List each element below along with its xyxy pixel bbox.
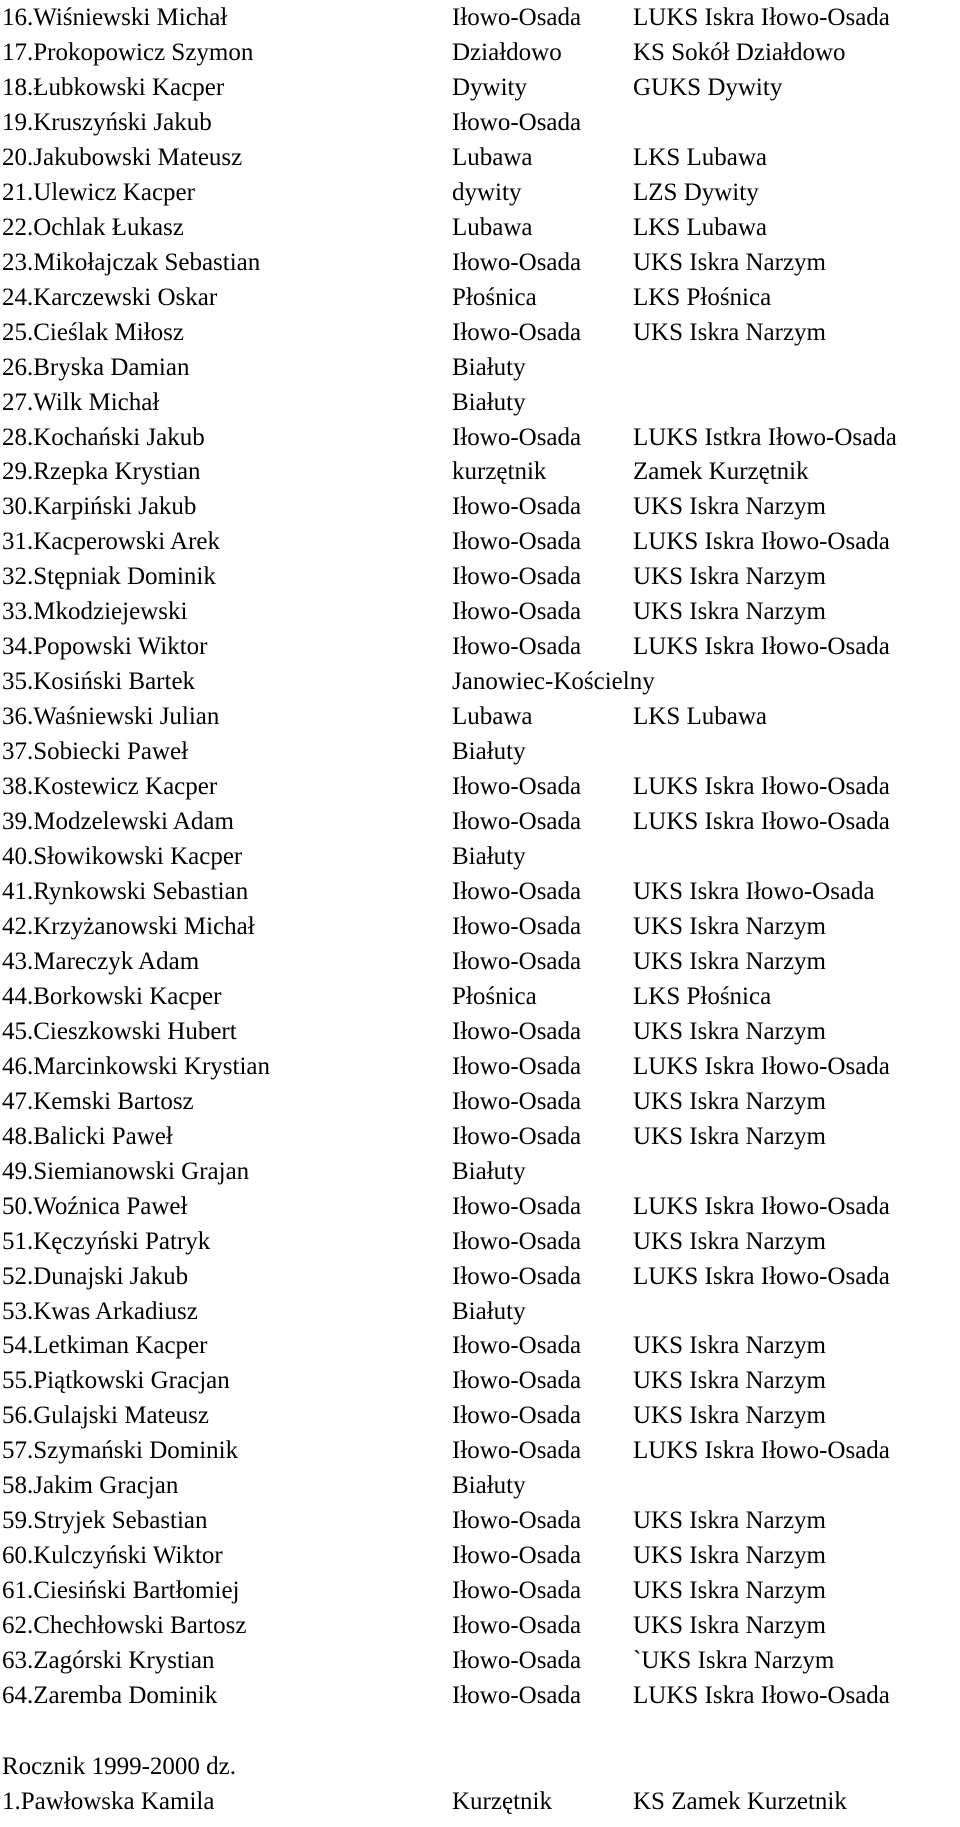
list-row [0, 420, 960, 455]
participant-town: kurzętnik [452, 458, 547, 486]
participant-name: 55.Piątkowski Gracjan [2, 1367, 230, 1395]
list-row [0, 1784, 960, 1819]
participant-name: 25.Cieślak Miłosz [2, 318, 184, 346]
participant-town: Białuty [452, 1157, 526, 1185]
participant-name: 39.Modzelewski Adam [2, 808, 234, 836]
list-row [0, 1433, 960, 1468]
list-row [0, 1573, 960, 1608]
list-row [0, 944, 960, 979]
participant-town: Iłowo-Osada [452, 878, 582, 905]
participant-town: Iłowo-Osada [452, 1122, 582, 1150]
participant-club: KS Zamek Kurzetnik [633, 1788, 847, 1815]
list-row [0, 454, 960, 489]
participant-club: UKS Iskra Narzym [633, 1367, 827, 1395]
participant-town: Iłowo-Osada [452, 423, 582, 451]
participant-name: 43.Mareczyk Adam [2, 947, 200, 975]
participant-town: Iłowo-Osada [452, 1052, 582, 1080]
list-row [0, 594, 960, 629]
list-row [0, 1154, 960, 1189]
participant-club: UKS Iskra Narzym [633, 1612, 827, 1640]
participant-name: 34.Popowski Wiktor [2, 633, 208, 661]
participant-town: Lubawa [452, 213, 533, 241]
participant-town: Iłowo-Osada [452, 598, 582, 626]
list-row [0, 874, 960, 909]
participant-name: 16.Wiśniewski Michał [2, 4, 228, 31]
list-row [0, 1259, 960, 1294]
participant-town: Iłowo-Osada [452, 1367, 582, 1395]
participant-name: 19.Kruszyński Jakub [2, 108, 212, 136]
participant-town: Iłowo-Osada [452, 1087, 582, 1115]
participant-town: Iłowo-Osada [452, 1612, 582, 1640]
participant-club: UKS Iskra Narzym [633, 1402, 827, 1430]
participant-town: Działdowo [452, 38, 562, 66]
participant-town: Iłowo-Osada [452, 808, 582, 836]
participant-club: UKS Iskra Narzym [633, 1332, 827, 1360]
participant-name: 22.Ochlak Łukasz [2, 213, 184, 241]
list-row [0, 1328, 960, 1363]
participant-name: 32.Stępniak Dominik [2, 563, 216, 591]
list-row [0, 909, 960, 944]
participant-town: Białuty [452, 843, 526, 871]
participant-town: Iłowo-Osada [452, 1262, 582, 1290]
participant-club: Zamek Kurzętnik [633, 458, 809, 486]
list-row [0, 175, 960, 210]
participant-club: UKS Iskra Narzym [633, 1017, 827, 1045]
participant-name: 37.Sobiecki Paweł [2, 738, 189, 766]
participant-club: LKS Lubawa [633, 703, 767, 731]
list-row [0, 1224, 960, 1259]
participant-name: 47.Kemski Bartosz [2, 1087, 194, 1115]
list-row [0, 699, 960, 734]
participant-town: Białuty [452, 388, 526, 416]
participant-town: Janowiec-Kościelny [452, 668, 655, 696]
list-row [0, 524, 960, 559]
list-row [0, 280, 960, 315]
participant-town: Iłowo-Osada [452, 1542, 582, 1570]
participant-name: 26.Bryska Damian [2, 353, 190, 381]
participant-town: Iłowo-Osada [452, 563, 582, 591]
list-row [0, 489, 960, 524]
participant-town: Iłowo-Osada [452, 248, 582, 276]
participant-name: 35.Kosiński Bartek [2, 668, 196, 696]
participant-name: 54.Letkiman Kacper [2, 1332, 208, 1360]
list-row [0, 1119, 960, 1154]
participant-name: 56.Gulajski Mateusz [2, 1402, 209, 1430]
participant-town: Iłowo-Osada [452, 1192, 582, 1220]
participant-name: 23.Mikołajczak Sebastian [2, 248, 261, 276]
list-row [0, 0, 960, 35]
list-row [0, 559, 960, 594]
participant-club: LUKS Istkra Iłowo-Osada [633, 423, 897, 451]
participant-name: 30.Karpiński Jakub [2, 493, 197, 521]
participant-name: 50.Woźnica Paweł [2, 1192, 188, 1220]
participant-name: 21.Ulewicz Kacper [2, 178, 195, 206]
participant-name: 20.Jakubowski Mateusz [2, 143, 243, 171]
list-row [0, 1643, 960, 1678]
participant-name: 38.Kostewicz Kacper [2, 773, 218, 801]
participant-town: Iłowo-Osada [452, 108, 582, 136]
participant-town: Iłowo-Osada [452, 4, 582, 31]
participant-town: Iłowo-Osada [452, 947, 582, 975]
participant-town: Iłowo-Osada [452, 1577, 582, 1605]
participant-club: UKS Iskra Narzym [633, 318, 827, 346]
list-row [0, 35, 960, 70]
participant-name: 52.Dunajski Jakub [2, 1262, 189, 1290]
section-heading: Rocznik 1999-2000 dz. [2, 1753, 236, 1780]
participant-town: Płośnica [452, 982, 537, 1010]
participant-name: 33.Mkodziejewski [2, 598, 188, 626]
participant-town: Lubawa [452, 143, 533, 171]
participant-town: dywity [452, 178, 522, 206]
participant-name: 17.Prokopowicz Szymon [2, 38, 254, 66]
participant-name: 46.Marcinkowski Krystian [2, 1052, 271, 1080]
participant-club: LZS Dywity [633, 178, 759, 206]
list-row [0, 1294, 960, 1329]
participant-town: Płośnica [452, 283, 537, 311]
participant-name: 1.Pawłowska Kamila [2, 1788, 215, 1815]
participant-club: UKS Iskra Narzym [633, 1122, 827, 1150]
participant-name: 29.Rzepka Krystian [2, 458, 201, 486]
participant-name: 31.Kacperowski Arek [2, 528, 220, 556]
participant-name: 51.Kęczyński Patryk [2, 1227, 211, 1255]
participant-town: Kurzętnik [452, 1788, 552, 1815]
participant-club: UKS Iskra Narzym [633, 563, 827, 591]
list-row [0, 140, 960, 175]
list-row [0, 1084, 960, 1119]
participant-name: 64.Zaremba Dominik [2, 1682, 218, 1710]
participant-town: Białuty [452, 1297, 526, 1325]
participant-name: 40.Słowikowski Kacper [2, 843, 243, 871]
participant-club: LKS Lubawa [633, 213, 767, 241]
participant-club: UKS Iskra Narzym [633, 912, 827, 940]
list-row [0, 664, 960, 699]
participant-club: UKS Iskra Narzym [633, 1577, 827, 1605]
participant-club: UKS Iskra Narzym [633, 1507, 827, 1535]
participant-club: LUKS Iskra Iłowo-Osada [633, 1262, 890, 1290]
participant-town: Białuty [452, 738, 526, 766]
list-row [0, 1538, 960, 1573]
participant-club: LUKS Iskra Iłowo-Osada [633, 1052, 890, 1080]
list-row [0, 1608, 960, 1643]
participant-club: `UKS Iskra Narzym [633, 1647, 835, 1675]
participant-town: Iłowo-Osada [452, 1437, 582, 1465]
list-row [0, 629, 960, 664]
list-row [0, 385, 960, 420]
participant-club: LUKS Iskra Iłowo-Osada [633, 633, 890, 661]
participant-name: 53.Kwas Arkadiusz [2, 1297, 198, 1325]
participant-club: KS Sokół Działdowo [633, 38, 846, 66]
participant-name: 58.Jakim Gracjan [2, 1472, 179, 1500]
list-row [0, 979, 960, 1014]
participant-club: LUKS Iskra Iłowo-Osada [633, 808, 890, 836]
participant-town: Lubawa [452, 703, 533, 731]
participant-town: Iłowo-Osada [452, 1017, 582, 1045]
participant-town: Białuty [452, 1472, 526, 1500]
participant-town: Iłowo-Osada [452, 1227, 582, 1255]
participant-name: 28.Kochański Jakub [2, 423, 205, 451]
list-row [0, 1503, 960, 1538]
participant-town: Iłowo-Osada [452, 773, 582, 801]
participant-town: Iłowo-Osada [452, 1507, 582, 1535]
participant-club: UKS Iskra Narzym [633, 1227, 827, 1255]
list-row [0, 1678, 960, 1713]
list-row [0, 1468, 960, 1503]
participant-club: UKS Iskra Narzym [633, 598, 827, 626]
participant-club: LKS Płośnica [633, 283, 772, 311]
participant-name: 62.Chechłowski Bartosz [2, 1612, 247, 1640]
list-row [0, 105, 960, 140]
participant-name: 41.Rynkowski Sebastian [2, 878, 249, 905]
participant-club: LUKS Iskra Iłowo-Osada [633, 4, 890, 31]
participant-town: Iłowo-Osada [452, 1647, 582, 1675]
list-row [0, 734, 960, 769]
participant-name: 63.Zagórski Krystian [2, 1647, 215, 1675]
participant-name: 61.Ciesiński Bartłomiej [2, 1577, 240, 1605]
participant-club: LUKS Iskra Iłowo-Osada [633, 1437, 890, 1465]
list-row [0, 1014, 960, 1049]
participant-club: LKS Lubawa [633, 143, 767, 171]
participant-name: 27.Wilk Michał [2, 388, 160, 416]
participant-club: LKS Płośnica [633, 982, 772, 1010]
list-row [0, 210, 960, 245]
participant-town: Iłowo-Osada [452, 1402, 582, 1430]
participant-name: 48.Balicki Paweł [2, 1122, 173, 1150]
list-row [0, 70, 960, 105]
participant-club: UKS Iskra Narzym [633, 493, 827, 521]
participant-name: 49.Siemianowski Grajan [2, 1157, 250, 1185]
participant-name: 45.Cieszkowski Hubert [2, 1017, 237, 1045]
participant-town: Iłowo-Osada [452, 493, 582, 521]
participant-town: Iłowo-Osada [452, 1332, 582, 1360]
list-row [0, 1049, 960, 1084]
participant-club: UKS Iskra Narzym [633, 1087, 827, 1115]
list-row [0, 350, 960, 385]
participant-club: LUKS Iskra Iłowo-Osada [633, 1682, 890, 1710]
list-row [0, 1363, 960, 1398]
participant-club: UKS Iskra Narzym [633, 1542, 827, 1570]
participant-club: LUKS Iskra Iłowo-Osada [633, 773, 890, 801]
participant-club: UKS Iskra Narzym [633, 947, 827, 975]
participant-club: LUKS Iskra Iłowo-Osada [633, 528, 890, 556]
participant-name: 36.Waśniewski Julian [2, 703, 220, 731]
participant-town: Iłowo-Osada [452, 1682, 582, 1710]
participant-town: Iłowo-Osada [452, 528, 582, 556]
participant-club: LUKS Iskra Iłowo-Osada [633, 1192, 890, 1220]
participant-name: 24.Karczewski Oskar [2, 283, 218, 311]
participant-town: Białuty [452, 353, 526, 381]
participant-club: GUKS Dywity [633, 73, 783, 101]
participant-name: 59.Stryjek Sebastian [2, 1507, 208, 1535]
participant-town: Dywity [452, 73, 527, 101]
participant-name: 44.Borkowski Kacper [2, 982, 222, 1010]
participant-club: UKS Iskra Iłowo-Osada [633, 878, 875, 905]
participant-name: 18.Łubkowski Kacper [2, 73, 225, 101]
participant-town: Iłowo-Osada [452, 633, 582, 661]
participant-name: 42.Krzyżanowski Michał [2, 912, 255, 940]
list-row [0, 804, 960, 839]
participant-town: Iłowo-Osada [452, 318, 582, 346]
participant-name: 60.Kulczyński Wiktor [2, 1542, 223, 1570]
participant-name: 57.Szymański Dominik [2, 1437, 239, 1465]
list-row [0, 245, 960, 280]
participant-town: Iłowo-Osada [452, 912, 582, 940]
list-row [0, 1398, 960, 1433]
list-row [0, 769, 960, 804]
list-row [0, 1189, 960, 1224]
list-row [0, 315, 960, 350]
participant-club: UKS Iskra Narzym [633, 248, 827, 276]
list-row [0, 839, 960, 874]
